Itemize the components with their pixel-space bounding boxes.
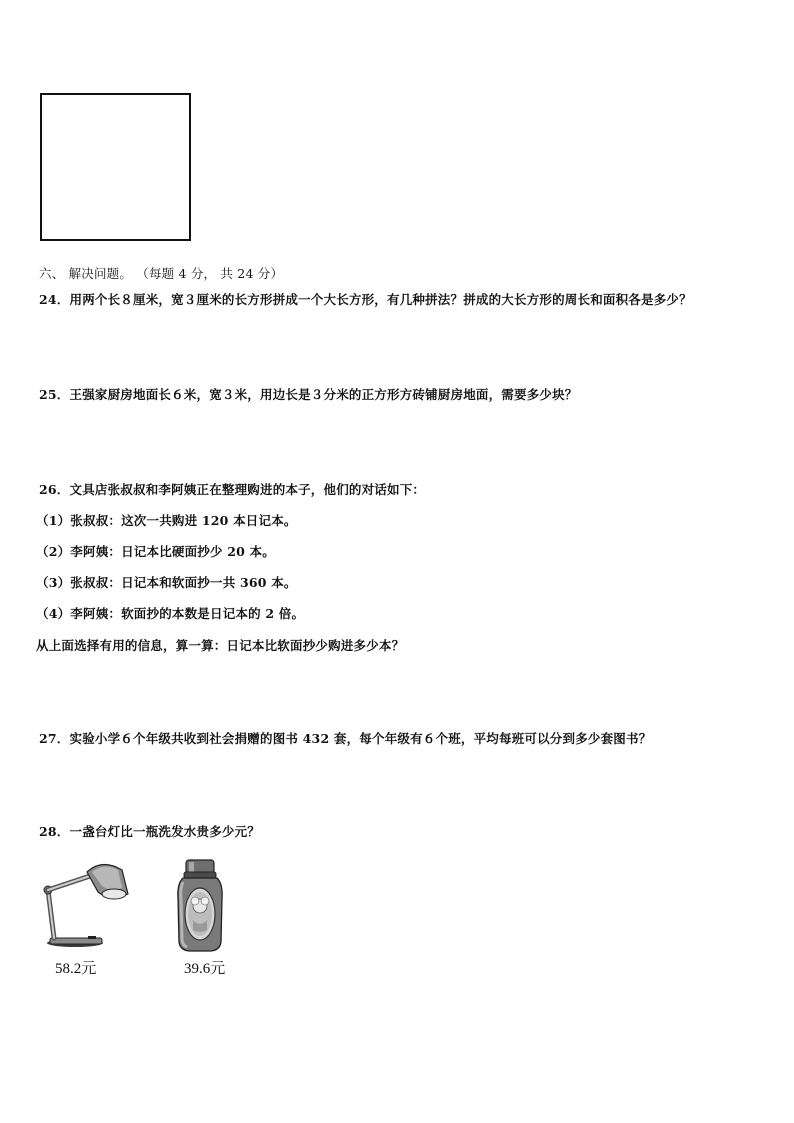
- question-26-item-1: （1）张叔叔：这次一共购进 120 本日记本。: [36, 513, 297, 528]
- question-25: 25．王强家厨房地面长６米，宽３米，用边长是３分米的正方形方砖铺厨房地面，需要多少块？: [39, 387, 578, 402]
- question-26-question: 从上面选择有用的信息，算一算：日记本比软面抄少购进多少本？: [36, 638, 405, 653]
- shampoo-price: 39.6元: [184, 961, 226, 977]
- section-heading: 六、 解决问题。 （每题 4 分， 共 24 分）: [39, 266, 284, 281]
- question-26-item-3: （3）张叔叔：日记本和软面抄一共 360 本。: [36, 575, 297, 590]
- lamp-price: 58.2元: [55, 961, 97, 977]
- question-26-intro: 26．文具店张叔叔和李阿姨正在整理购进的本子，他们的对话如下：: [39, 482, 426, 497]
- desk-lamp-image: [40, 858, 135, 953]
- question-26-item-2: （2）李阿姨：日记本比硬面抄少 20 本。: [36, 544, 275, 559]
- question-27: 27．实验小学６个年级共收到社会捐赠的图书 432 套，每个年级有６个班，平均每班可以分到多少套图书？: [39, 731, 652, 746]
- shampoo-bottle-icon: [175, 858, 225, 954]
- desk-lamp-icon: [40, 858, 135, 953]
- question-24: 24．用两个长８厘米，宽３厘米的长方形拼成一个大长方形，有几种拼法？拼成的大长方形的周长和面积各是多少？: [39, 292, 692, 307]
- shampoo-bottle-image: [175, 858, 225, 954]
- question-28: 28．一盏台灯比一瓶洗发水贵多少元？: [39, 824, 260, 839]
- question-26-item-4: （4）李阿姨：软面抄的本数是日记本的 2 倍。: [36, 606, 305, 621]
- answer-drawing-square: [40, 93, 191, 241]
